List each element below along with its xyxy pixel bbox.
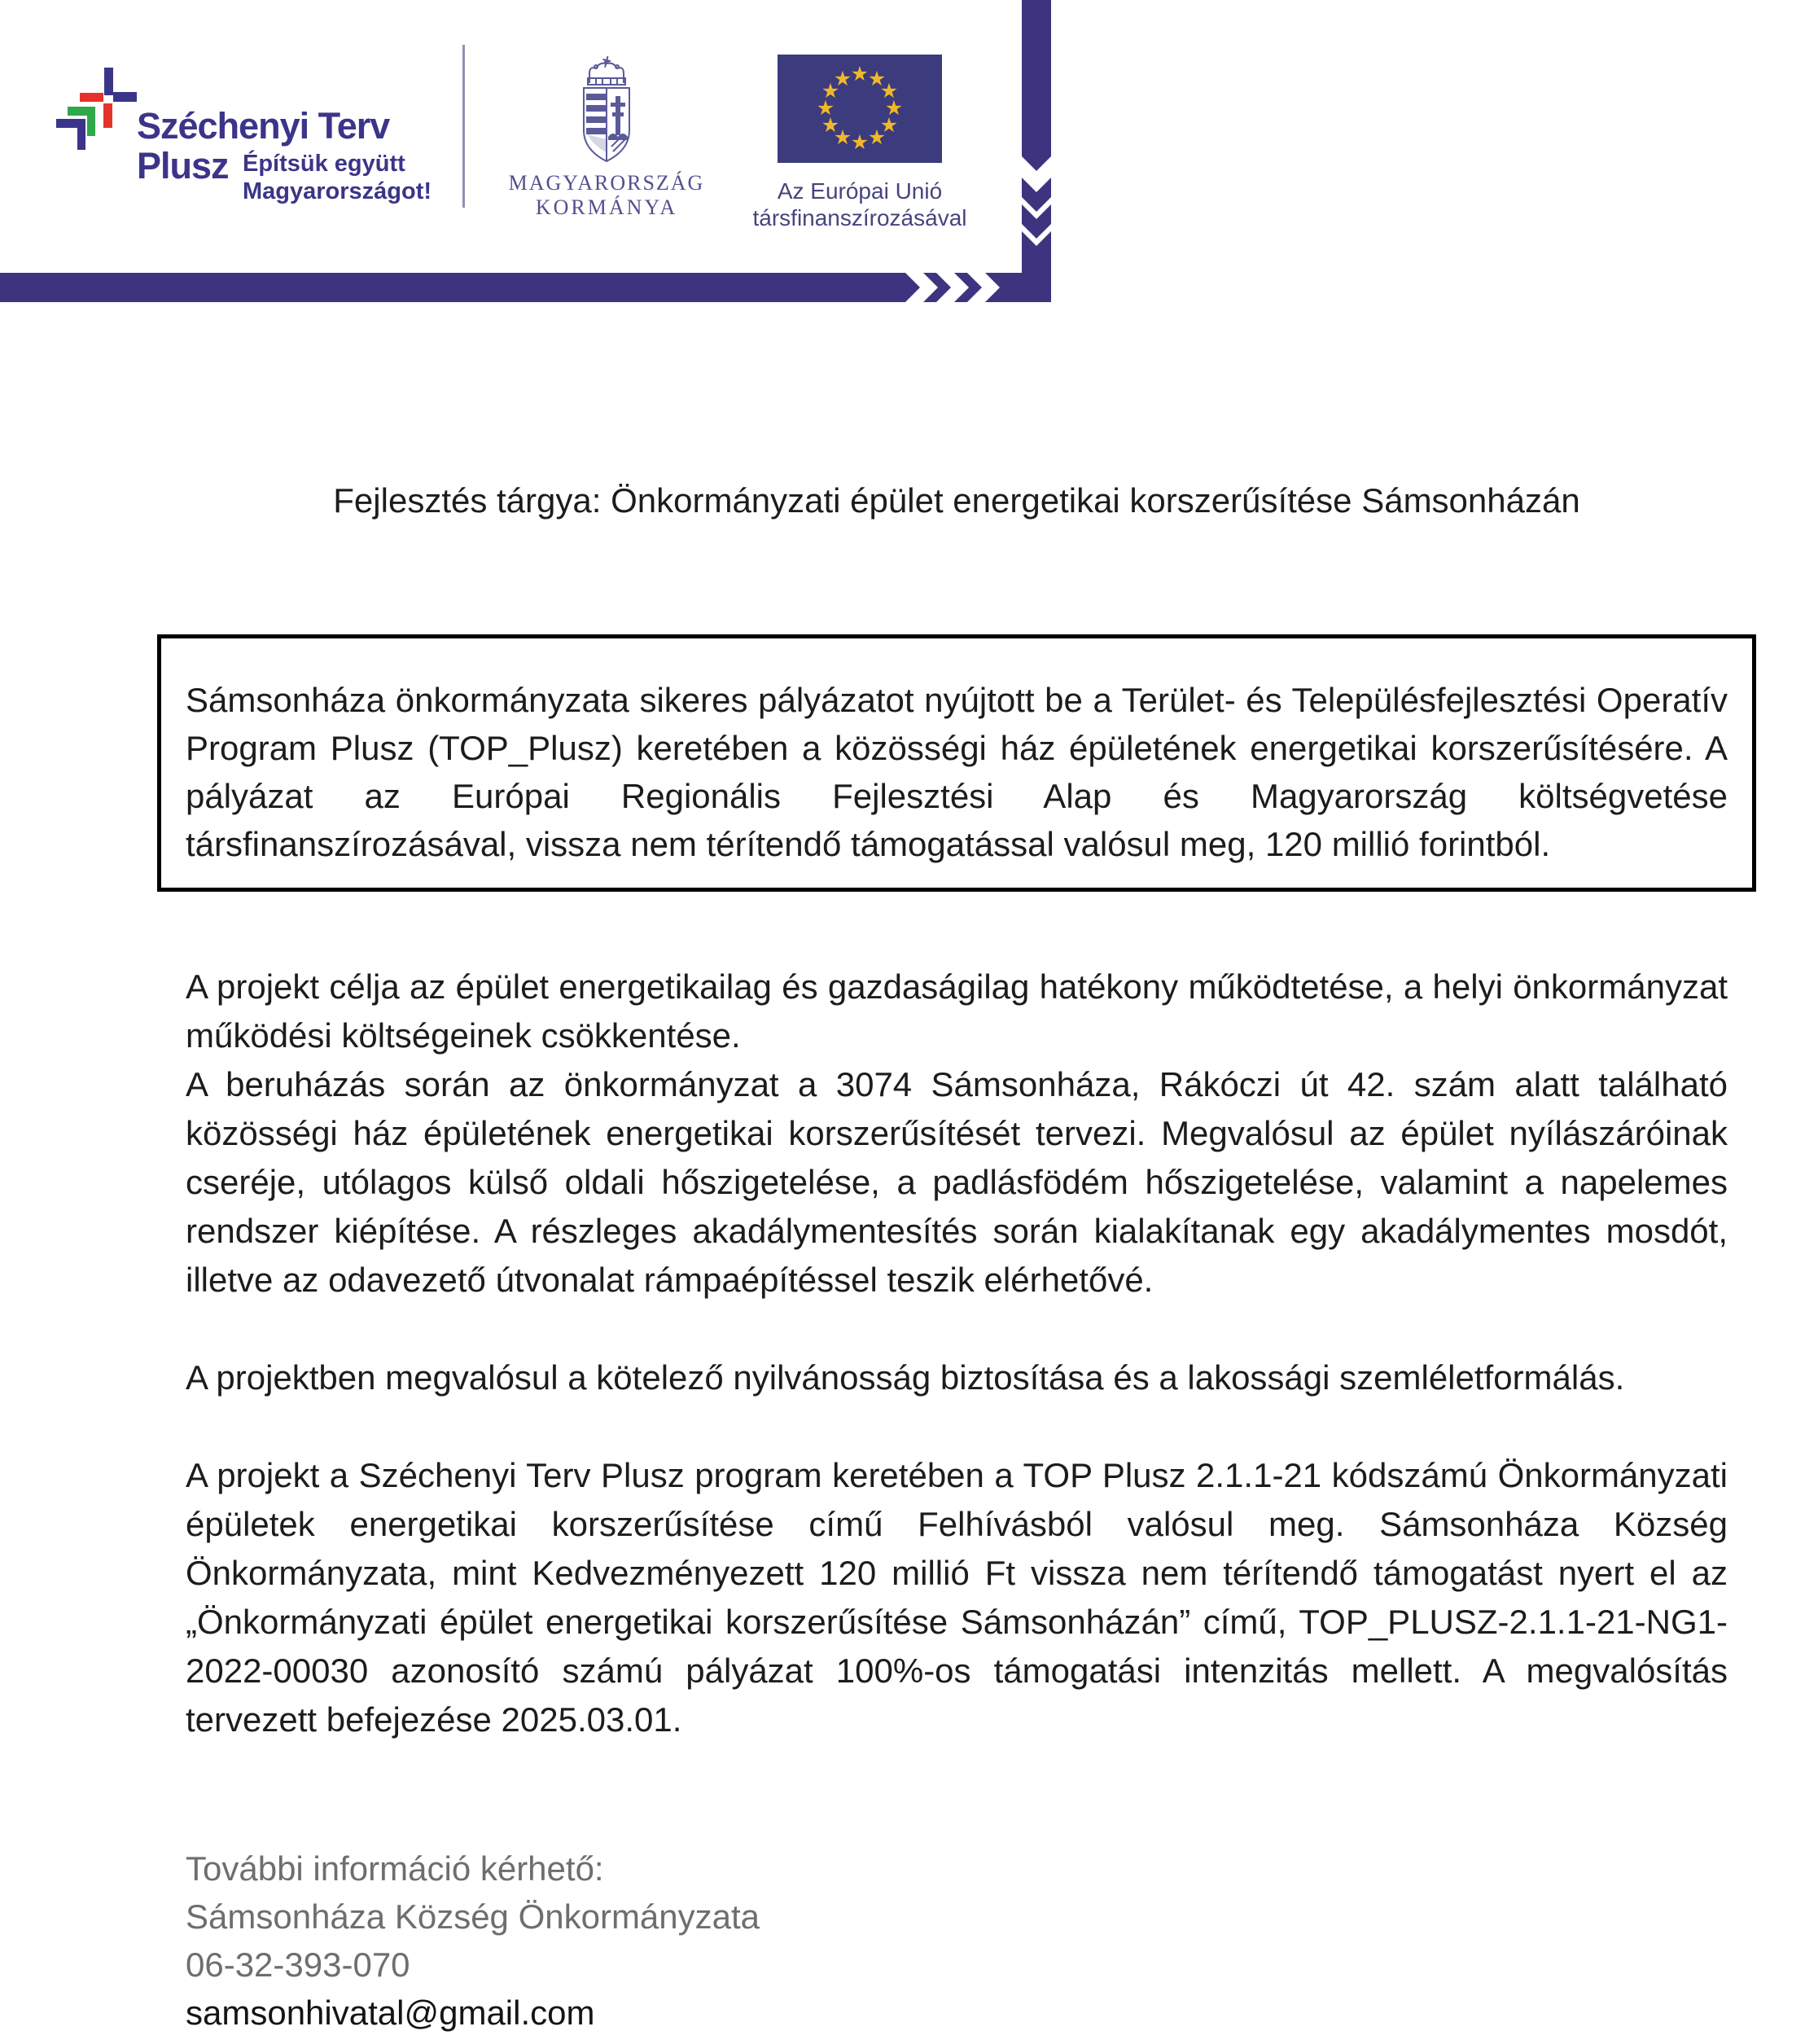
summary-box-text: Sámsonháza önkormányzata sikeres pályázatot nyújtott be a Terület- és Településfejlesztési Operatív Program Plusz (TOP_Plusz) keretében a közösségi ház épületének energetikai korszerűsítésére. A pályázat az Európai Regionális Fejlesztési Alap és Magyarország költségvetése társfinanszírozásával, vissza nem térítendő támogatással valósul meg, 120 millió forintból. (186, 681, 1728, 863)
contact-email: samsonhivatal@gmail.com (186, 1994, 595, 2032)
funding-header (0, 0, 1805, 318)
contact-phone: 06-32-393-070 (186, 1945, 410, 1984)
summary-box (157, 634, 1756, 892)
hungary-coat-of-arms-icon (576, 55, 637, 164)
contact-heading: További információ kérhető: (186, 1849, 604, 1888)
logo-wordmark-line1: Széchenyi Terv (137, 105, 390, 147)
eu-caption-line2: társfinanszírozásával (752, 205, 967, 230)
government-name-line2: KORMÁNYA (535, 195, 678, 219)
paragraph-goal: A projekt célja az épület energetikailag és gazdaságilag hatékony működtetése, a helyi önkormányzat működési költségeinek csökkentése. (186, 967, 1728, 1055)
szechenyi-plus-icon (54, 64, 143, 153)
eu-star-icon (832, 68, 853, 90)
logo-tagline-line2: Magyarországot! (243, 178, 432, 204)
header-divider (462, 45, 465, 208)
eu-caption-line1: Az Európai Unió (777, 178, 943, 204)
paragraph-publicity: A projektben megvalósul a kötelező nyilvánosság biztosítása és a lakossági szemléletformálás. (186, 1358, 1625, 1397)
government-name-line1: MAGYARORSZÁG (508, 171, 705, 195)
logo-wordmark-line2: Plusz (137, 145, 229, 186)
contact-organization: Sámsonháza Község Önkormányzata (186, 1897, 760, 1936)
page-title: Fejlesztés tárgya: Önkormányzati épület energetikai korszerűsítése Sámsonházán (333, 481, 1580, 520)
logo-tagline-line1: Építsük együtt (243, 151, 405, 177)
paragraph-works: A beruházás során az önkormányzat a 3074 Sámsonháza, Rákóczi út 42. szám alatt található közösségi ház épületének energetikai korszerűsítését tervezi. Megvalósul az épület nyílászáróinak cseréje, utólagos külső oldali hőszigetelése, a padlásfödém hőszigetelése, valamint a napelemes rendszer kiépítése. A részleges akadálymentesítés során kialakítanak egy akadálymentes mosdót, illetve az odavezető útvonalat rámpaépítéssel teszik elérhetővé. (186, 1065, 1728, 1299)
eu-flag-icon (778, 55, 942, 163)
body-text (186, 963, 1728, 1744)
logo-tagline (243, 150, 432, 205)
contact-block (186, 1844, 1728, 2037)
eu-caption (737, 178, 983, 231)
paragraph-funding: A projekt a Széchenyi Terv Plusz program keretében a TOP Plusz 2.1.1-21 kódszámú Önkormányzati épületek energetikai korszerűsítése című Felhívásból valósul meg. Sámsonháza Község Önkormányzata, mint Kedvezményezett 120 millió Ft vissza nem térítendő támogatást nyert el az „Önkormányzati épület energetikai korszerűsítése Sámsonházán” című, TOP_PLUSZ-2.1.1-21-NG1-2022-00030 azonosító számú pályázat 100%-os támogatási intenzitás mellett. A megvalósítás tervezett befejezése 2025.03.01. (186, 1456, 1728, 1739)
